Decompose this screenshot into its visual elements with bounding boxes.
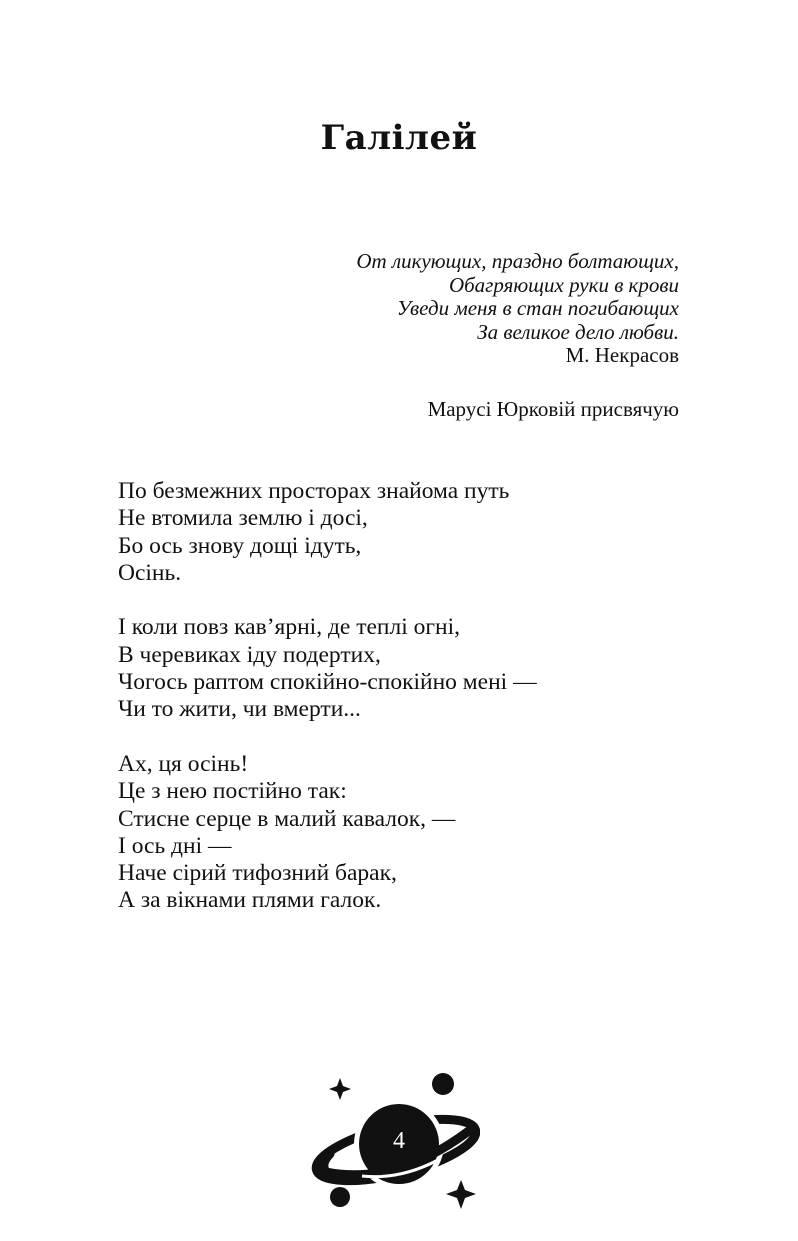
poem-line: Чогось раптом спокійно-спокійно мені —	[118, 669, 537, 696]
poem-line: В черевиках іду подертих,	[118, 641, 381, 668]
poem-line: Осінь.	[118, 559, 182, 586]
epigraph-line: Обагряющих руки в крови	[448, 272, 679, 297]
poem-line: Ах, ця осінь!	[118, 750, 249, 777]
poem-line: Чи то жити, чи вмерти...	[118, 696, 361, 723]
page-title: Галілей	[320, 118, 478, 158]
poem-line: Не втомила землю і досі,	[118, 505, 368, 532]
epigraph-line: За великое дело любви.	[477, 319, 679, 344]
epigraph	[356, 250, 679, 368]
dedication: Марусі Юрковій присвячую	[427, 397, 679, 421]
poem-line: А за вікнами плями галок.	[118, 887, 382, 914]
poem-line: Стисне серце в малий кавалок, —	[118, 805, 456, 832]
epigraph-line: Уведи меня в стан погибающих	[396, 296, 679, 320]
stanza-3	[118, 751, 718, 915]
poem-line: І коли повз кав’ярні, де теплі огні,	[118, 614, 460, 641]
stanza-1	[118, 478, 718, 587]
poem-line: Наче сірий тифозний барак,	[118, 860, 397, 887]
poem-line: Це з нею постійно так:	[118, 778, 347, 805]
epigraph-line: От ликующих, праздно болтающих,	[356, 249, 679, 273]
poem-line: І ось дні —	[118, 832, 232, 859]
page-number: 4	[393, 1128, 405, 1154]
epigraph-author: М. Некрасов	[565, 343, 679, 367]
poem-line: Бо ось знову дощі ідуть,	[118, 532, 362, 559]
poem	[118, 478, 718, 942]
stanza-2	[118, 614, 718, 723]
poem-line: По безмежних просторах знайома путь	[118, 478, 510, 504]
